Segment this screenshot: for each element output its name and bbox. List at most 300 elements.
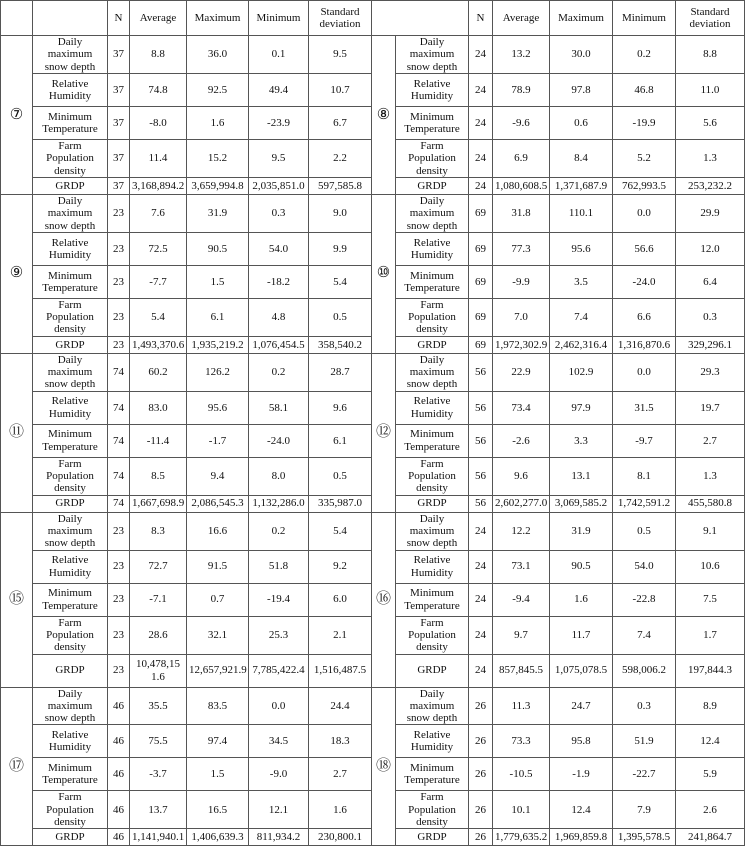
value-min: 49.4 bbox=[249, 73, 309, 106]
value-avg: -10.5 bbox=[493, 758, 550, 791]
variable-name-line1: Relative bbox=[51, 77, 89, 90]
variable-name-line2: Humidity bbox=[48, 566, 92, 579]
variable-name-line2: snow depth bbox=[44, 378, 96, 391]
value-max: 102.9 bbox=[550, 353, 613, 391]
variable-name-line1: Minimum bbox=[409, 269, 454, 282]
average-header-left: Average bbox=[130, 1, 187, 36]
value-max: 13.1 bbox=[550, 457, 613, 495]
region-number-right: ⑯ bbox=[372, 512, 396, 687]
value-min: 0.1 bbox=[249, 36, 309, 74]
value-avg: 60.2 bbox=[130, 353, 187, 391]
value-max: 15.2 bbox=[187, 139, 249, 177]
value-sd: 0.5 bbox=[309, 457, 372, 495]
value-n: 37 bbox=[108, 73, 130, 106]
variable-name-line2: Temperature bbox=[404, 281, 460, 294]
value-n: 74 bbox=[108, 495, 130, 512]
variable-name-line1: Relative bbox=[51, 236, 89, 249]
variable-name-line1: Daily maximum bbox=[409, 194, 455, 220]
variable-name-line2: density bbox=[416, 323, 448, 336]
region-number-right: ⑱ bbox=[372, 687, 396, 846]
variable-name-line2: Temperature bbox=[404, 440, 460, 453]
value-min: -19.4 bbox=[249, 583, 309, 616]
value-min: 9.5 bbox=[249, 139, 309, 177]
table-body bbox=[1, 1, 745, 846]
value-min: -9.0 bbox=[249, 758, 309, 791]
std-header-line2: deviation bbox=[689, 18, 731, 30]
value-n: 69 bbox=[469, 194, 493, 232]
value-sd: 2.7 bbox=[676, 424, 745, 457]
variable-name-line1: Farm Population bbox=[408, 616, 456, 641]
table-row bbox=[1, 353, 745, 391]
value-sd: 5.4 bbox=[309, 512, 372, 550]
value-n: 23 bbox=[108, 583, 130, 616]
value-sd: 6.1 bbox=[309, 424, 372, 457]
value-avg: -9.4 bbox=[493, 583, 550, 616]
variable-name-line1: Daily maximum bbox=[47, 353, 93, 379]
value-sd: 29.9 bbox=[676, 194, 745, 232]
value-max: 97.4 bbox=[187, 725, 249, 758]
variable-name-line2: density bbox=[54, 816, 86, 829]
value-max: 30.0 bbox=[550, 36, 613, 74]
variable-name-line1: Relative bbox=[51, 729, 89, 742]
value-max: 1,075,078.5 bbox=[550, 654, 613, 687]
value-avg: 9.7 bbox=[493, 616, 550, 654]
variable-name-line1: Minimum bbox=[47, 587, 92, 600]
value-sd: 5.9 bbox=[676, 758, 745, 791]
value-avg: -8.0 bbox=[130, 106, 187, 139]
value-n: 24 bbox=[469, 512, 493, 550]
variable-name-line2: snow depth bbox=[44, 219, 96, 232]
variable-name-line1: Farm Population bbox=[46, 298, 94, 324]
value-sd: 2.7 bbox=[309, 758, 372, 791]
variable-name-line2: Humidity bbox=[48, 741, 92, 754]
variable-name-line2: Humidity bbox=[410, 741, 454, 754]
variable-name-line1: Daily maximum bbox=[409, 512, 455, 537]
value-n: 69 bbox=[469, 298, 493, 336]
header-row bbox=[1, 1, 745, 36]
variable-name bbox=[396, 495, 469, 512]
variable-name-line2: snow depth bbox=[44, 537, 96, 550]
value-n: 23 bbox=[108, 336, 130, 353]
variable-name-line2: snow depth bbox=[406, 537, 458, 550]
value-n: 23 bbox=[108, 298, 130, 336]
value-min: 8.1 bbox=[613, 457, 676, 495]
variable-name-line2: Temperature bbox=[42, 122, 98, 135]
table-row bbox=[1, 512, 745, 550]
variable-name-line1: Daily maximum bbox=[409, 353, 455, 379]
value-n: 69 bbox=[469, 265, 493, 298]
std-header-right bbox=[676, 1, 745, 36]
maximum-header-right: Maximum bbox=[550, 1, 613, 36]
value-sd: 19.7 bbox=[676, 391, 745, 424]
value-n: 56 bbox=[469, 424, 493, 457]
variable-header-left bbox=[33, 1, 108, 36]
value-n: 24 bbox=[469, 616, 493, 654]
variable-name-line1: Farm Population bbox=[46, 457, 94, 482]
region-number-right: ⑫ bbox=[372, 353, 396, 512]
value-max: 1.5 bbox=[187, 265, 249, 298]
variable-name-line1: Minimum bbox=[47, 110, 92, 123]
variable-name-line2: density bbox=[54, 482, 86, 495]
diagonal-header-cell bbox=[372, 1, 469, 36]
variable-name bbox=[396, 232, 469, 265]
value-n: 26 bbox=[469, 829, 493, 846]
value-min: 34.5 bbox=[249, 725, 309, 758]
value-avg: 1,493,370.6 bbox=[130, 336, 187, 353]
value-avg: -7.7 bbox=[130, 265, 187, 298]
value-max: 11.7 bbox=[550, 616, 613, 654]
table-row bbox=[1, 36, 745, 74]
variable-name-line2: Humidity bbox=[410, 248, 454, 261]
value-sd: 9.9 bbox=[309, 232, 372, 265]
value-min: 54.0 bbox=[613, 550, 676, 583]
value-max: 31.9 bbox=[550, 512, 613, 550]
value-avg: -9.9 bbox=[493, 265, 550, 298]
value-max: 90.5 bbox=[187, 232, 249, 265]
value-min: 2,035,851.0 bbox=[249, 177, 309, 194]
value-sd: 24.4 bbox=[309, 687, 372, 725]
value-min: 7,785,422.4 bbox=[249, 654, 309, 687]
value-n: 26 bbox=[469, 687, 493, 725]
value-min: 0.2 bbox=[249, 512, 309, 550]
n-header-right: N bbox=[469, 1, 493, 36]
variable-name-line2: Temperature bbox=[42, 281, 98, 294]
variable-name-line1: Minimum bbox=[409, 762, 454, 775]
value-max: 0.7 bbox=[187, 583, 249, 616]
value-min: 1,132,286.0 bbox=[249, 495, 309, 512]
value-avg: 5.4 bbox=[130, 298, 187, 336]
corner-cell-left bbox=[1, 1, 33, 36]
value-min: 1,742,591.2 bbox=[613, 495, 676, 512]
value-avg: -11.4 bbox=[130, 424, 187, 457]
variable-name-line2: snow depth bbox=[406, 219, 458, 232]
value-max: 3.3 bbox=[550, 424, 613, 457]
variable-name-line2: Humidity bbox=[48, 89, 92, 102]
value-n: 46 bbox=[108, 725, 130, 758]
value-sd: 0.3 bbox=[676, 298, 745, 336]
value-max: 3,069,585.2 bbox=[550, 495, 613, 512]
value-n: 24 bbox=[469, 73, 493, 106]
value-sd: 10.7 bbox=[309, 73, 372, 106]
variable-name bbox=[33, 654, 108, 687]
region-number-left: ⑪ bbox=[1, 353, 33, 512]
value-avg: 73.4 bbox=[493, 391, 550, 424]
value-avg: 28.6 bbox=[130, 616, 187, 654]
value-avg: 857,845.5 bbox=[493, 654, 550, 687]
variable-name-line1: GRDP bbox=[55, 831, 85, 844]
value-n: 23 bbox=[108, 654, 130, 687]
value-max: 91.5 bbox=[187, 550, 249, 583]
value-n: 26 bbox=[469, 758, 493, 791]
variable-name-line2: Temperature bbox=[42, 599, 98, 612]
value-max: 95.6 bbox=[187, 391, 249, 424]
region-number-left: ⑦ bbox=[1, 36, 33, 195]
value-max: 90.5 bbox=[550, 550, 613, 583]
variable-name-line1: Farm Population bbox=[46, 616, 94, 641]
value-max: 24.7 bbox=[550, 687, 613, 725]
variable-name bbox=[33, 336, 108, 353]
variable-name bbox=[33, 457, 108, 495]
value-n: 23 bbox=[108, 265, 130, 298]
value-max: 16.6 bbox=[187, 512, 249, 550]
variable-name bbox=[396, 336, 469, 353]
value-n: 46 bbox=[108, 687, 130, 725]
variable-name-line2: Temperature bbox=[42, 440, 98, 453]
variable-name-line1: Farm Population bbox=[46, 791, 94, 816]
variable-name bbox=[396, 687, 469, 725]
variable-name bbox=[33, 550, 108, 583]
value-sd: 8.8 bbox=[676, 36, 745, 74]
value-max: 1.6 bbox=[550, 583, 613, 616]
variable-name bbox=[33, 232, 108, 265]
value-min: 8.0 bbox=[249, 457, 309, 495]
value-min: 51.9 bbox=[613, 725, 676, 758]
variable-name bbox=[396, 550, 469, 583]
value-n: 26 bbox=[469, 791, 493, 829]
value-n: 74 bbox=[108, 424, 130, 457]
value-n: 37 bbox=[108, 106, 130, 139]
value-min: 58.1 bbox=[249, 391, 309, 424]
value-avg: 8.8 bbox=[130, 36, 187, 74]
value-sd: 329,296.1 bbox=[676, 336, 745, 353]
table-row bbox=[1, 194, 745, 232]
value-sd: 597,585.8 bbox=[309, 177, 372, 194]
value-min: 0.0 bbox=[613, 353, 676, 391]
variable-name-line2: Temperature bbox=[42, 774, 98, 787]
value-n: 24 bbox=[469, 139, 493, 177]
variable-name bbox=[396, 829, 469, 846]
variable-name-line2: density bbox=[416, 641, 448, 654]
value-sd: 1,516,487.5 bbox=[309, 654, 372, 687]
value-sd: 12.4 bbox=[676, 725, 745, 758]
value-n: 46 bbox=[108, 791, 130, 829]
value-min: 0.3 bbox=[249, 194, 309, 232]
value-avg: 11.4 bbox=[130, 139, 187, 177]
value-max: 32.1 bbox=[187, 616, 249, 654]
std-header-left bbox=[309, 1, 372, 36]
region-number-right: ⑧ bbox=[372, 36, 396, 195]
variable-name bbox=[33, 353, 108, 391]
value-sd: 0.5 bbox=[309, 298, 372, 336]
variable-name-line1: Relative bbox=[413, 236, 451, 249]
variable-name-line1: Minimum bbox=[47, 428, 92, 441]
variable-name bbox=[396, 36, 469, 74]
variable-name bbox=[33, 36, 108, 74]
value-max: 95.6 bbox=[550, 232, 613, 265]
variable-name bbox=[33, 495, 108, 512]
n-header-left: N bbox=[108, 1, 130, 36]
variable-name bbox=[396, 139, 469, 177]
variable-name bbox=[33, 194, 108, 232]
variable-name-line2: density bbox=[416, 164, 448, 177]
variable-name-line1: Minimum bbox=[409, 110, 454, 123]
value-sd: 9.1 bbox=[676, 512, 745, 550]
variable-name-line2: Temperature bbox=[404, 122, 460, 135]
value-sd: 241,864.7 bbox=[676, 829, 745, 846]
value-min: -18.2 bbox=[249, 265, 309, 298]
variable-name-line2: snow depth bbox=[44, 60, 96, 73]
value-avg: 74.8 bbox=[130, 73, 187, 106]
value-avg: 7.6 bbox=[130, 194, 187, 232]
value-avg: 75.5 bbox=[130, 725, 187, 758]
value-sd: 6.7 bbox=[309, 106, 372, 139]
value-avg: 9.6 bbox=[493, 457, 550, 495]
value-avg: 10,478,151.6 bbox=[130, 654, 187, 687]
value-min: 0.0 bbox=[613, 194, 676, 232]
value-min: 0.5 bbox=[613, 512, 676, 550]
variable-name-line1: Daily maximum bbox=[47, 512, 93, 537]
variable-name-line2: density bbox=[416, 816, 448, 829]
variable-name bbox=[33, 725, 108, 758]
value-min: -23.9 bbox=[249, 106, 309, 139]
variable-name bbox=[33, 512, 108, 550]
value-avg: 10.1 bbox=[493, 791, 550, 829]
value-min: 56.6 bbox=[613, 232, 676, 265]
variable-name bbox=[396, 391, 469, 424]
value-sd: 5.4 bbox=[309, 265, 372, 298]
variable-name-line1: GRDP bbox=[55, 179, 85, 192]
variable-name-line1: Daily maximum bbox=[409, 36, 455, 61]
variable-name-line1: Minimum bbox=[47, 269, 92, 282]
variable-name-line2: Temperature bbox=[404, 599, 460, 612]
variable-name-line2: Humidity bbox=[410, 407, 454, 420]
variable-name bbox=[396, 457, 469, 495]
value-avg: 31.8 bbox=[493, 194, 550, 232]
value-n: 37 bbox=[108, 36, 130, 74]
value-n: 46 bbox=[108, 758, 130, 791]
value-max: 2,086,545.3 bbox=[187, 495, 249, 512]
variable-name-line1: GRDP bbox=[417, 338, 447, 351]
value-sd: 10.6 bbox=[676, 550, 745, 583]
value-min: -22.7 bbox=[613, 758, 676, 791]
value-max: 0.6 bbox=[550, 106, 613, 139]
variable-name bbox=[396, 353, 469, 391]
variable-name-line1: GRDP bbox=[417, 497, 447, 510]
value-sd: 5.6 bbox=[676, 106, 745, 139]
value-max: 7.4 bbox=[550, 298, 613, 336]
value-avg: -9.6 bbox=[493, 106, 550, 139]
variable-name-line1: Daily maximum bbox=[409, 687, 455, 712]
value-avg: 73.3 bbox=[493, 725, 550, 758]
value-sd: 2.2 bbox=[309, 139, 372, 177]
value-min: 0.3 bbox=[613, 687, 676, 725]
variable-name bbox=[33, 583, 108, 616]
value-sd: 29.3 bbox=[676, 353, 745, 391]
variable-name bbox=[396, 758, 469, 791]
variable-name bbox=[396, 177, 469, 194]
value-n: 23 bbox=[108, 616, 130, 654]
variable-name bbox=[33, 424, 108, 457]
value-sd: 12.0 bbox=[676, 232, 745, 265]
value-max: 126.2 bbox=[187, 353, 249, 391]
value-n: 24 bbox=[469, 583, 493, 616]
value-min: 811,934.2 bbox=[249, 829, 309, 846]
value-min: 1,395,578.5 bbox=[613, 829, 676, 846]
variable-name-line2: snow depth bbox=[44, 712, 96, 725]
value-max: 1,406,639.3 bbox=[187, 829, 249, 846]
variable-name-line2: Humidity bbox=[410, 89, 454, 102]
value-n: 23 bbox=[108, 232, 130, 265]
average-header-right: Average bbox=[493, 1, 550, 36]
value-n: 74 bbox=[108, 457, 130, 495]
value-max: 9.4 bbox=[187, 457, 249, 495]
value-min: 31.5 bbox=[613, 391, 676, 424]
value-min: 4.8 bbox=[249, 298, 309, 336]
value-min: -24.0 bbox=[613, 265, 676, 298]
value-sd: 9.5 bbox=[309, 36, 372, 74]
variable-name bbox=[33, 298, 108, 336]
variable-name bbox=[33, 177, 108, 194]
value-avg: 7.0 bbox=[493, 298, 550, 336]
value-sd: 9.0 bbox=[309, 194, 372, 232]
value-max: 110.1 bbox=[550, 194, 613, 232]
value-avg: 1,779,635.2 bbox=[493, 829, 550, 846]
variable-name bbox=[33, 791, 108, 829]
value-n: 37 bbox=[108, 177, 130, 194]
value-avg: 78.9 bbox=[493, 73, 550, 106]
variable-name-line2: snow depth bbox=[406, 712, 458, 725]
value-sd: 253,232.2 bbox=[676, 177, 745, 194]
value-max: 3,659,994.8 bbox=[187, 177, 249, 194]
value-sd: 9.6 bbox=[309, 391, 372, 424]
value-max: 95.8 bbox=[550, 725, 613, 758]
value-min: 6.6 bbox=[613, 298, 676, 336]
value-avg: 72.5 bbox=[130, 232, 187, 265]
value-avg: 1,141,940.1 bbox=[130, 829, 187, 846]
value-max: -1.7 bbox=[187, 424, 249, 457]
variable-name bbox=[396, 73, 469, 106]
value-n: 56 bbox=[469, 353, 493, 391]
value-n: 56 bbox=[469, 495, 493, 512]
value-sd: 230,800.1 bbox=[309, 829, 372, 846]
variable-name-line1: Relative bbox=[51, 395, 89, 408]
variable-name bbox=[33, 106, 108, 139]
value-n: 74 bbox=[108, 353, 130, 391]
variable-name-line1: Farm Population bbox=[408, 139, 456, 165]
value-sd: 11.0 bbox=[676, 73, 745, 106]
value-sd: 8.9 bbox=[676, 687, 745, 725]
value-max: 1.5 bbox=[187, 758, 249, 791]
value-max: 83.5 bbox=[187, 687, 249, 725]
value-sd: 358,540.2 bbox=[309, 336, 372, 353]
variable-name bbox=[396, 725, 469, 758]
value-n: 24 bbox=[469, 550, 493, 583]
variable-name bbox=[396, 106, 469, 139]
region-number-left: ⑰ bbox=[1, 687, 33, 846]
value-sd: 7.5 bbox=[676, 583, 745, 616]
value-n: 46 bbox=[108, 829, 130, 846]
value-avg: 35.5 bbox=[130, 687, 187, 725]
variable-name-line1: Relative bbox=[413, 729, 451, 742]
value-sd: 1.7 bbox=[676, 616, 745, 654]
variable-name-line1: GRDP bbox=[55, 338, 85, 351]
value-avg: 6.9 bbox=[493, 139, 550, 177]
value-sd: 335,987.0 bbox=[309, 495, 372, 512]
variable-name-line1: Farm Population bbox=[46, 139, 94, 165]
value-avg: 73.1 bbox=[493, 550, 550, 583]
value-max: 16.5 bbox=[187, 791, 249, 829]
variable-name bbox=[33, 829, 108, 846]
variable-name-line2: density bbox=[416, 482, 448, 495]
variable-name-line1: Daily maximum bbox=[47, 194, 93, 220]
value-avg: 22.9 bbox=[493, 353, 550, 391]
value-avg: 72.7 bbox=[130, 550, 187, 583]
value-max: 92.5 bbox=[187, 73, 249, 106]
value-avg: 13.7 bbox=[130, 791, 187, 829]
variable-name bbox=[396, 265, 469, 298]
variable-name-line2: snow depth bbox=[406, 60, 458, 73]
variable-name bbox=[33, 73, 108, 106]
